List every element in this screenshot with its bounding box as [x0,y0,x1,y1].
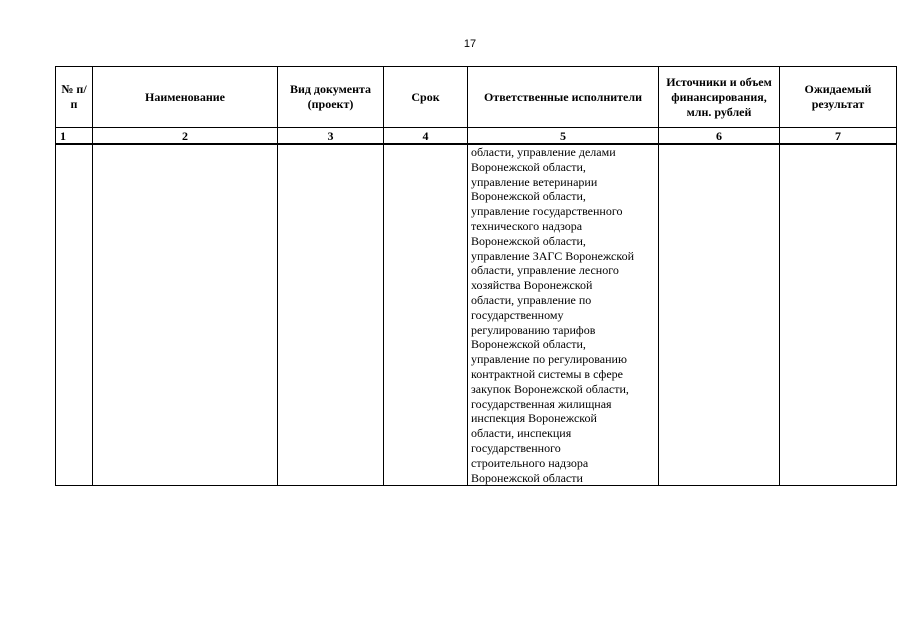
header-result: Ожидаемый результат [780,67,897,128]
column-number-6: 6 [659,128,780,145]
responsible-line: инспекция Воронежской [471,411,597,426]
header-term: Срок [384,67,468,128]
responsible-line: управление по регулированию [471,352,627,367]
responsible-line: контрактной системы в сфере [471,366,623,381]
responsible-line: государственному [471,307,564,322]
responsible-line: управление ветеринарии [471,174,598,189]
column-number-row [56,128,897,145]
responsible-line: области, управление делами [471,145,616,159]
cell-responsible [468,144,659,486]
column-number-3: 3 [278,128,384,145]
responsible-line: управление ЗАГС Воронежской [471,248,634,263]
table-row [56,144,897,486]
responsible-line: государственного [471,440,561,455]
responsible-line: хозяйства Воронежской [471,278,593,293]
responsible-line: строительного надзора [471,455,589,470]
column-number-4: 4 [384,128,468,145]
responsible-line: Воронежской области, [471,189,586,204]
responsible-line: Воронежской области, [471,159,586,174]
responsible-line: области, инспекция [471,426,572,441]
cell-financing [659,144,780,486]
cell-result [780,144,897,486]
header-doc-type: Вид документа (проект) [278,67,384,128]
header-row [56,67,897,128]
cell-number [56,144,93,486]
cell-doc-type [278,144,384,486]
page-number: 17 [463,38,477,50]
responsible-line: Воронежской области, [471,337,586,352]
header-number: № п/п [56,67,93,128]
responsible-line: Воронежской области [471,470,583,485]
header-responsible: Ответственные исполнители [468,67,659,128]
responsible-line: Воронежской области, [471,233,586,248]
responsible-line: технического надзора [471,218,583,233]
responsible-line: области, управление по [471,292,592,307]
header-financing: Источники и объем финансирования, млн. рублей [659,67,780,128]
header-name: Наименование [93,67,278,128]
column-number-1: 1 [56,128,93,145]
plan-table [55,66,897,486]
responsible-line: регулированию тарифов [471,322,596,337]
cell-term [384,144,468,486]
responsible-line: области, управление лесного [471,263,619,278]
responsible-line: закупок Воронежской области, [471,381,629,396]
column-number-2: 2 [93,128,278,145]
responsible-line: управление государственного [471,204,623,219]
column-number-7: 7 [780,128,897,145]
cell-name [93,144,278,486]
column-number-5: 5 [468,128,659,145]
responsible-line: государственная жилищная [471,396,612,411]
